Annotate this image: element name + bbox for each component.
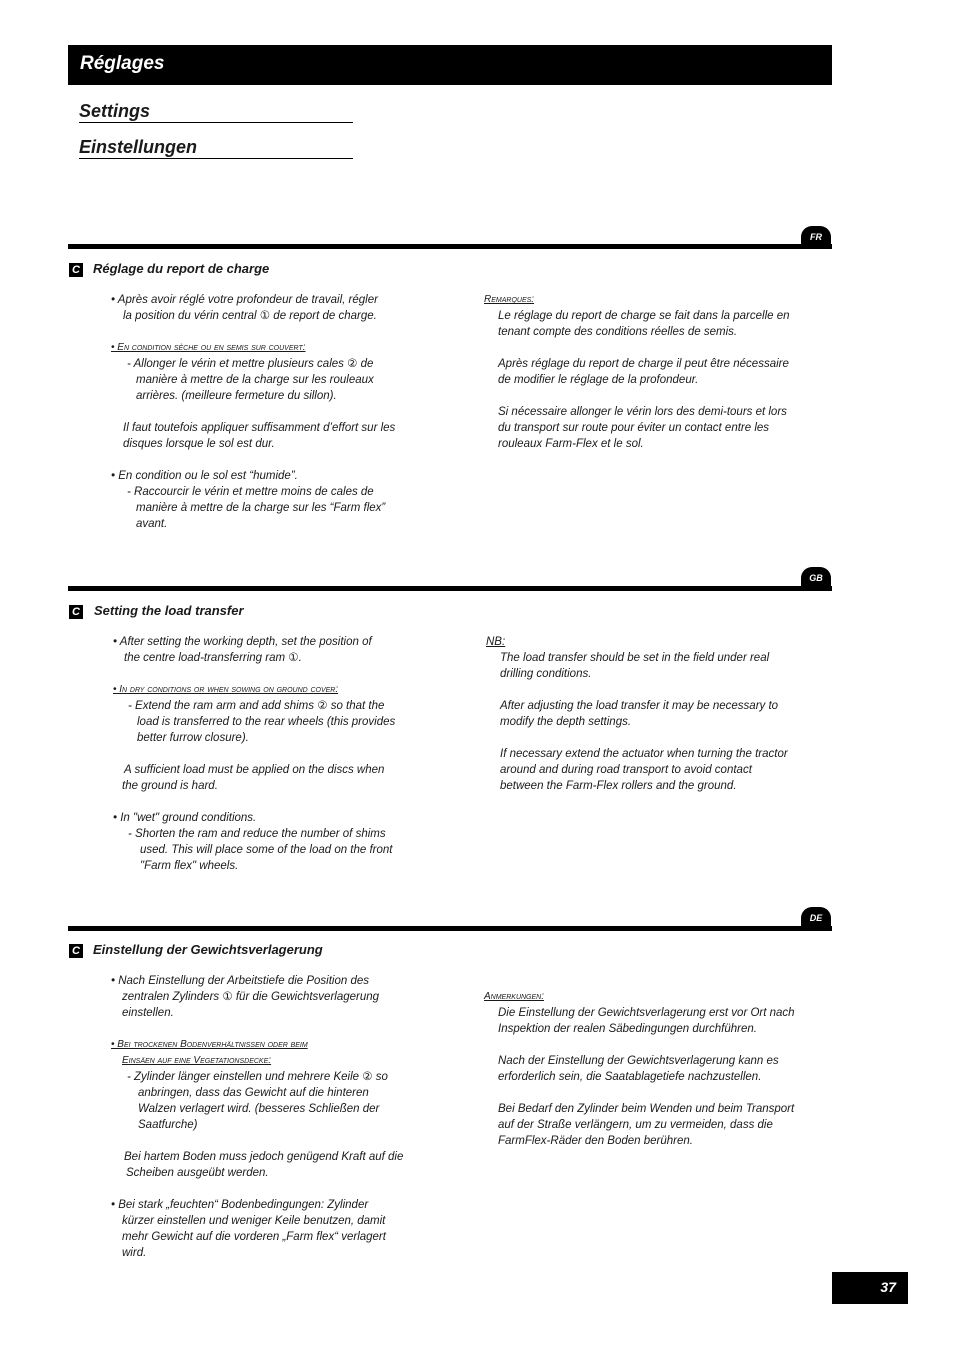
text-line: • Bei trockenen Bodenverhältnissen oder beim [111,1039,308,1050]
text-line: • En condition ou le sol est “humide”. [111,470,298,482]
fr-right-column [484,292,824,452]
text-line: manière à mettre de la charge sur les rouleaux [136,374,374,386]
lang-badge-fr: FR [801,226,831,248]
text-line: Si nécessaire allonger le vérin lors des demi-tours et lors [498,406,787,418]
text-line: kürzer einstellen und weniger Keile benutzen, damit [122,1215,386,1227]
text-line: - Extend the ram arm and add shims ② so that the [128,700,385,712]
text-line: • Après avoir réglé votre profondeur de travail, régler [111,294,378,306]
text-line: If necessary extend the actuator when turning the tractor [500,748,788,760]
text-line: Inspektion der realen Säbedingungen durchführen. [498,1023,757,1035]
text-line: The load transfer should be set in the field under real [500,652,770,664]
section-heading-gb: Setting the load transfer [94,603,244,618]
text-line: load is transferred to the rear wheels (this provides [137,716,396,728]
text-line: anbringen, dass das Gewicht auf die hinteren [138,1087,369,1099]
text-line: Nach der Einstellung der Gewichtsverlagerung kann es [498,1055,779,1067]
text-line: erforderlich sein, die Saatablagetiefe nachzustellen. [498,1071,762,1083]
text-line: du transport sur route pour éviter un contact entre les [498,422,770,434]
gb-left-column [113,634,433,874]
text-line: manière à mettre de la charge sur les “Farm flex” [136,502,386,514]
text-line: - Allonger le vérin et mettre plusieurs cales ② de [127,358,374,370]
text-line: de modifier le réglage de la profondeur. [498,374,699,386]
section-rule-de [68,926,832,931]
subtitle-settings: Settings [79,100,353,123]
text-line: wird. [122,1247,147,1259]
text-line: around and during road transport to avoid contact [500,764,752,776]
section-rule-fr [68,244,832,249]
text-line: Saatfurche) [138,1119,198,1131]
text-line: • In dry conditions or when sowing on ground cover: [113,684,339,695]
text-line: disques lorsque le sol est dur. [123,438,275,450]
text-line: - Shorten the ram and reduce the number of shims [128,828,386,840]
text-line: Walzen verlagert wird. (besseres Schließen der [138,1103,380,1115]
lang-badge-de: DE [801,907,831,929]
text-line: avant. [136,518,168,530]
text-line: tenant compte des conditions réelles de semis. [498,326,738,338]
text-line: Bei hartem Boden muss jedoch genügend Kraft auf die [124,1151,404,1163]
text-line: between the Farm-Flex rollers and the ground. [500,780,737,792]
subtitle-einstellungen: Einstellungen [79,136,353,159]
text-line: • In "wet" ground conditions. [113,812,257,824]
page-number-box [832,1272,908,1304]
text-line: - Zylinder länger einstellen und mehrere Keile ② so [127,1071,388,1083]
text-line: auf der Straße verlängern, um zu vermeiden, dass die [498,1119,773,1131]
text-line: zentralen Zylinders ① für die Gewichtsverlagerung [122,991,380,1003]
text-line: Il faut toutefois appliquer suffisamment d’effort sur les [123,422,396,434]
text-line: • Bei stark „feuchten“ Bodenbedingungen: Zylinder [111,1199,369,1211]
text-line: Après réglage du report de charge il peut être nécessaire [498,358,789,370]
text-line: Die Einstellung der Gewichtsverlagerung erst vor Ort nach [498,1007,795,1019]
text-line: After adjusting the load transfer it may be necessary to [500,700,779,712]
text-line: la position du vérin central ① de report de charge. [123,310,377,322]
de-right-column [484,989,824,1149]
text-line: FarmFlex-Räder den Boden berühren. [498,1135,693,1147]
text-line: rouleaux Farm-Flex et le sol. [498,438,644,450]
page-title: Réglages [80,53,165,74]
text-line: • Nach Einstellung der Arbeitstiefe die Position des [111,975,370,987]
text-line: better furrow closure). [137,732,249,744]
text-line: Bei Bedarf den Zylinder beim Wenden und beim Transport [498,1103,795,1115]
notes-label: Anmerkungen: [484,991,545,1002]
section-rule-gb [68,586,832,591]
text-line: • After setting the working depth, set the position of [113,636,372,648]
text-line: • En condition sèche ou en semis sur couvert: [111,342,306,353]
section-heading-de: Einstellung der Gewichtsverlagerung [93,942,323,957]
text-line: Einsäen auf eine Vegetationsdecke: [122,1055,272,1066]
text-line: Le réglage du report de charge se fait dans la parcelle en [498,310,790,322]
gb-right-column [486,634,826,794]
text-line: "Farm flex" wheels. [140,860,239,872]
title-bar [68,45,832,85]
lang-badge-gb: GB [801,567,831,589]
text-line: A sufficient load must be applied on the discs when [124,764,385,776]
text-line: - Raccourcir le vérin et mettre moins de cales de [127,486,374,498]
text-line: used. This will place some of the load on the front [140,844,393,856]
text-line: drilling conditions. [500,668,592,680]
text-line: modify the depth settings. [500,716,632,728]
section-letter-de: C [69,944,83,958]
text-line: mehr Gewicht auf die vorderen „Farm flex“ verlagert [122,1231,386,1243]
de-left-column [111,973,441,1261]
text-line: the centre load-transferring ram ①. [124,652,302,664]
text-line: the ground is hard. [122,780,218,792]
text-line: einstellen. [122,1007,174,1019]
notes-label: NB: [486,636,506,648]
fr-left-column [111,292,431,532]
page-number: 37 [880,1279,896,1295]
section-letter-gb: C [69,605,83,619]
text-line: arrières. (meilleure fermeture du sillon). [136,390,337,402]
text-line: Scheiben ausgeübt werden. [126,1167,269,1179]
section-letter-fr: C [69,263,83,277]
section-heading-fr: Réglage du report de charge [93,261,270,276]
notes-label: Remarques: [484,294,535,305]
